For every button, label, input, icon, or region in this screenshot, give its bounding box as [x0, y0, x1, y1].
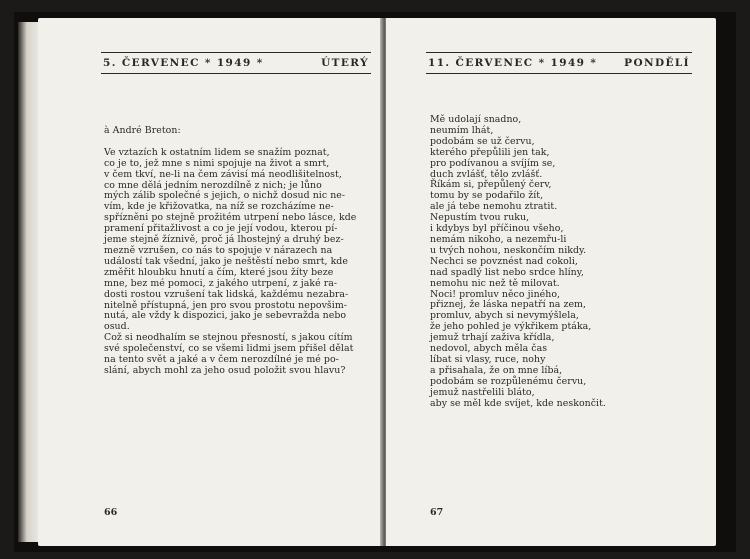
right-page-line: Noci! promluv něco jiného, [430, 288, 561, 300]
left-page-line: vím, kde je křižovatka, na níž se rozcházíme ne- [104, 201, 334, 213]
right-page [386, 18, 716, 546]
right-page-line: nemohu nic než tě milovat. [430, 277, 560, 289]
left-page-line: v čem tkví, ne-li na čem závisí má neodlišitelnost, [104, 168, 342, 180]
right-page-line: jemuž nastřelili bláto, [430, 386, 535, 398]
left-page-line: à André Breton: [104, 125, 181, 136]
right-page-poem [430, 115, 606, 409]
right-page-line: jemuž trhají zaživa křídla, [430, 332, 555, 344]
right-page-line: nemám nikoho, a nezemřu-li [430, 233, 567, 245]
left-page-line: nutá, ale vždy k dispozici, jako je sebevražda nebo [104, 310, 347, 322]
right-page-line: podobám se rozpůlenému červu, [430, 375, 587, 387]
right-page-line: líbat si vlasy, ruce, nohy [430, 353, 546, 365]
left-page [38, 18, 382, 546]
left-page-line: změřit hloubku hnutí a čím, které jsou žíty beze [104, 266, 334, 278]
right-page-line: Říkám si, přepůlený červ, [430, 179, 552, 191]
left-page-line: Ve vztazích k ostatním lidem se snažím poznat, [104, 146, 330, 158]
right-page-line: podobám se už červu, [430, 135, 535, 147]
left-page-line: spřízněni po stejně prožitém utrpení nebo lásce, kde [104, 212, 357, 224]
left-page-line: mých zálib společné s jejich, o nichž dosud nic ne- [104, 190, 346, 202]
right-page-line: nad spadlý list nebo srdce hlíny, [430, 266, 584, 278]
left-page-line: Což si neodhalím se stejnou přesností, s jakou cítím [104, 332, 353, 344]
left-header-date: 5. ČERVENEC * 1949 * [103, 57, 264, 69]
right-page-line: neumím lhát, [430, 124, 494, 136]
right-page-number: 67 [430, 507, 444, 518]
right-page-line: aby se měl kde svíjet, kde neskončit. [430, 397, 606, 409]
right-page-line: Mě udolají snadno, [430, 114, 522, 125]
left-page-line: osud. [104, 321, 130, 333]
right-page-line: promluv, abych si nevymýšlela, [430, 310, 579, 322]
left-page-line: mne, bez mé pomoci, z jakého utrpení, z jaké ra- [104, 277, 338, 289]
right-page-line: a přisahala, že on mne líbá, [430, 364, 563, 376]
left-page-line: mezně vzrušen, co nás to spojuje v nárazech na [104, 244, 333, 256]
right-page-line: přiznej, že láska nepatří na zem, [430, 299, 587, 311]
right-page-line: ale já tebe nemohu ztratit. [430, 201, 558, 213]
left-page-line: událostí tak všední, jako je neštěstí nebo smrt, kde [104, 255, 348, 267]
right-page-line: tomu by se podařilo žít, [430, 190, 544, 202]
right-page-line: Nechci se povznést nad cokoli, [430, 255, 578, 267]
page-edges [18, 22, 40, 542]
right-page-line: Nepustím tvou ruku, [430, 212, 530, 224]
right-page-header [426, 52, 692, 74]
left-page-line: co je to, jež mne s nimi spojuje na život a smrt, [104, 157, 330, 169]
left-page-text [104, 126, 356, 377]
right-page-line: i kdybys byl příčinou všeho, [430, 223, 564, 235]
left-page-number: 66 [104, 507, 118, 518]
left-page-line: nitelně přístupná, jen pro svou prostotu nepovšim- [104, 299, 347, 311]
left-page-header [101, 52, 371, 74]
right-page-line: nedovol, abych měla čas [430, 343, 548, 355]
left-page-line: jeme stejně žíznivě, proč já lhostejný a druhý bez- [104, 234, 344, 246]
right-page-line: že jeho pohled je výkřikem ptáka, [430, 321, 592, 333]
right-page-line: kterého přepůlili jen tak, [430, 146, 550, 158]
right-header-day: PONDĚLÍ [624, 57, 690, 69]
right-header-date: 11. ČERVENEC * 1949 * [428, 57, 598, 69]
left-page-line: své společenství, co se všemi lidmi jsem přišel dělat [104, 343, 354, 355]
left-page-line: pramení přitažlivost a co je její vodou, kterou pí- [104, 223, 338, 235]
right-page-line: pro podívanou a svíjím se, [430, 157, 556, 169]
right-page-line: u tvých nohou, neskončím nikdy. [430, 244, 587, 256]
left-page-line: dosti rostou vzrušení tak lidská, každému nezabra- [104, 288, 349, 300]
right-page-line: duch zvlášť, tělo zvlášť. [430, 168, 543, 180]
left-page-line: na tento svět a jaké a v čem nerozdílné je mé po- [104, 354, 339, 366]
left-page-line: slání, abych mohl za jeho osud položit svou hlavu? [104, 364, 346, 376]
book-spread [14, 12, 736, 552]
left-page-line: co mne dělá jedním nerozdílně z nich; je lůno [104, 179, 322, 191]
left-header-day: ÚTERÝ [321, 57, 369, 69]
